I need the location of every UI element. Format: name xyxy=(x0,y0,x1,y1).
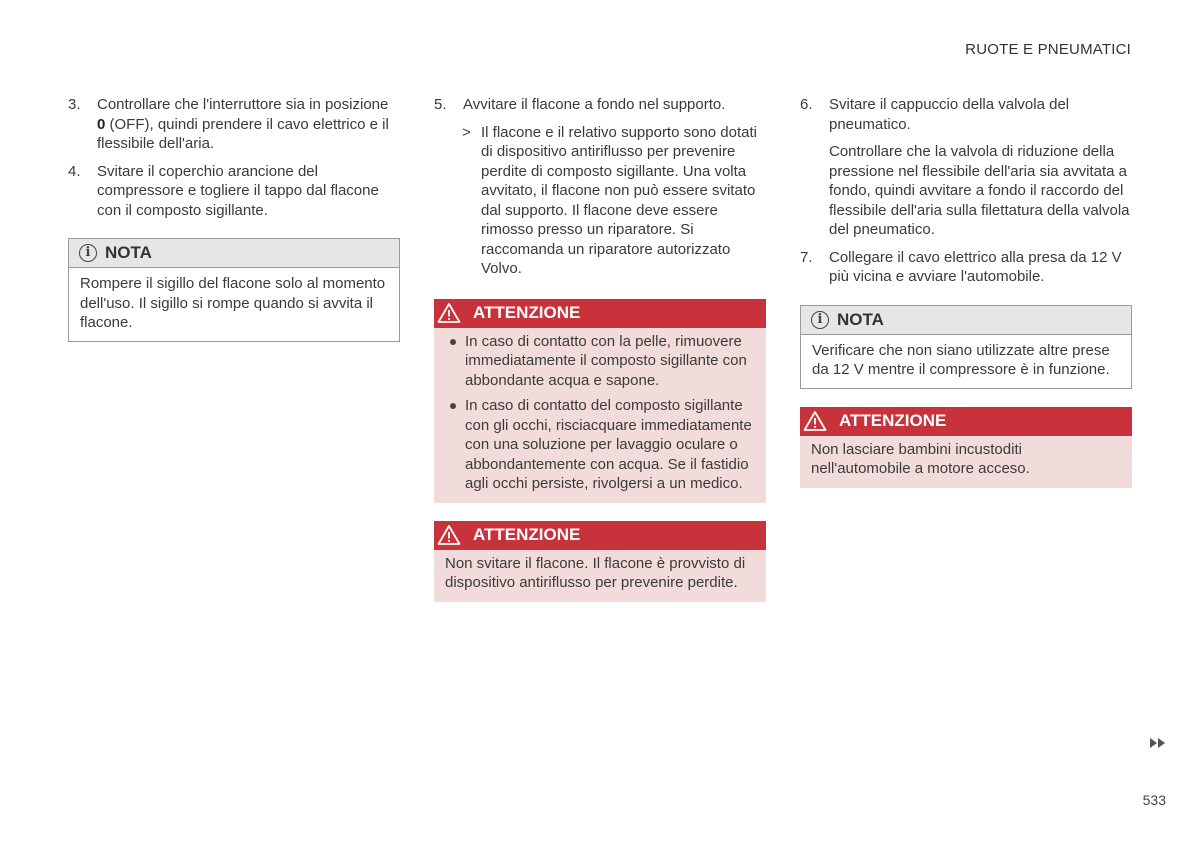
step-text: Svitare il cappuccio della valvola del pneumatico. xyxy=(829,96,1070,133)
step-3 xyxy=(68,95,400,154)
bullet-text: In caso di contatto con la pelle, rimuovere immediatamente il composto sigillante con abbondante acqua e sapone. xyxy=(465,332,747,389)
warning-triangle-icon xyxy=(437,302,461,324)
step-text: Avvitare il flacone a fondo nel supporto. xyxy=(463,96,726,113)
info-icon: i xyxy=(79,244,97,262)
warning-header xyxy=(434,521,766,550)
bullet-dot xyxy=(450,339,456,345)
note-title: NOTA xyxy=(105,243,152,263)
step-text xyxy=(97,95,400,154)
step-6 xyxy=(800,95,1132,134)
warning-triangle-icon xyxy=(803,410,827,432)
double-chevron-right-icon xyxy=(1149,737,1167,749)
list-item xyxy=(445,332,755,391)
note-header xyxy=(801,306,1131,335)
note-box xyxy=(68,238,400,342)
warning-title: ATTENZIONE xyxy=(473,303,581,323)
switch-position: 0 xyxy=(97,115,106,133)
page-number: 533 xyxy=(1142,792,1166,808)
step-6-paragraph: Controllare che la valvola di riduzione della pressione nel flessibile dell'aria sia avvitata a fondo, quindi avvitare a fondo il raccordo del flessibile dell'aria sulla filettatura della valvola del pneumatico. xyxy=(829,143,1130,238)
warning-text: Non lasciare bambini incustoditi nell'automobile a motore acceso. xyxy=(811,440,1030,477)
step-number: 4. xyxy=(68,162,81,180)
step-text: Collegare il cavo elettrico alla presa da 12 V più vicina e avviare l'automobile. xyxy=(829,248,1122,285)
step-text: Svitare il coperchio arancione del compressore e togliere il tappo dal flacone con il composto sigillante. xyxy=(97,162,379,219)
section-title: RUOTE E PNEUMATICI xyxy=(965,41,1131,58)
warning-title: ATTENZIONE xyxy=(839,411,947,431)
step-5-result xyxy=(434,123,766,279)
step-number: 6. xyxy=(800,96,813,113)
warning-header xyxy=(434,299,766,328)
note-title: NOTA xyxy=(837,309,884,329)
step-number: 3. xyxy=(68,96,81,113)
list-item xyxy=(445,396,755,494)
warning-box xyxy=(800,407,1132,488)
column-2 xyxy=(434,95,766,602)
note-text: Verificare che non siano utilizzate altre prese da 12 V mentre il compressore è in funzione. xyxy=(812,341,1110,378)
column-1 xyxy=(68,95,400,342)
note-text: Rompere il sigillo del flacone solo al momento dell'uso. Il sigillo si rompe quando si avvita il flacone. xyxy=(80,275,386,331)
step-5 xyxy=(434,95,766,115)
result-text: Il flacone e il relativo supporto sono dotati di dispositivo antiriflusso per prevenire perdite di composto sigillante. Una volta avvitato, il flacone non può essere svitato dal supporto. Il flacone deve essere rimosso presso un riparatore. Si raccomanda un riparatore autorizzato Volvo. xyxy=(481,123,757,277)
note-header xyxy=(69,239,399,268)
warning-header xyxy=(800,407,1132,436)
warning-body xyxy=(434,328,766,503)
bullet-dot xyxy=(450,403,456,409)
column-3 xyxy=(800,95,1132,488)
warning-box xyxy=(434,299,766,503)
step-4 xyxy=(68,162,400,221)
warning-triangle-icon xyxy=(437,524,461,546)
warning-box xyxy=(434,521,766,602)
bullet-text: In caso di contatto del composto sigillante con gli occhi, risciacquare immediatamente con una soluzione per lavaggio oculare o abbondantemente con acqua. Se il fastidio agli occhi persiste, rivolgersi a un medico. xyxy=(465,397,752,492)
warning-text: Non svitare il flacone. Il flacone è provvisto di dispositivo antiriflusso per prevenire perdite. xyxy=(445,554,746,591)
result-marker: > xyxy=(462,123,471,141)
step-7 xyxy=(800,248,1132,287)
note-box xyxy=(800,305,1132,389)
warning-title: ATTENZIONE xyxy=(473,525,581,545)
step-text-post: (OFF), quindi prendere il cavo elettrico e il flessibile dell'aria. xyxy=(97,115,389,152)
step-text-pre: Controllare che l'interruttore sia in posizione xyxy=(97,96,389,113)
step-number: 5. xyxy=(434,96,447,113)
step-number: 7. xyxy=(800,248,813,266)
info-icon: i xyxy=(811,311,829,329)
